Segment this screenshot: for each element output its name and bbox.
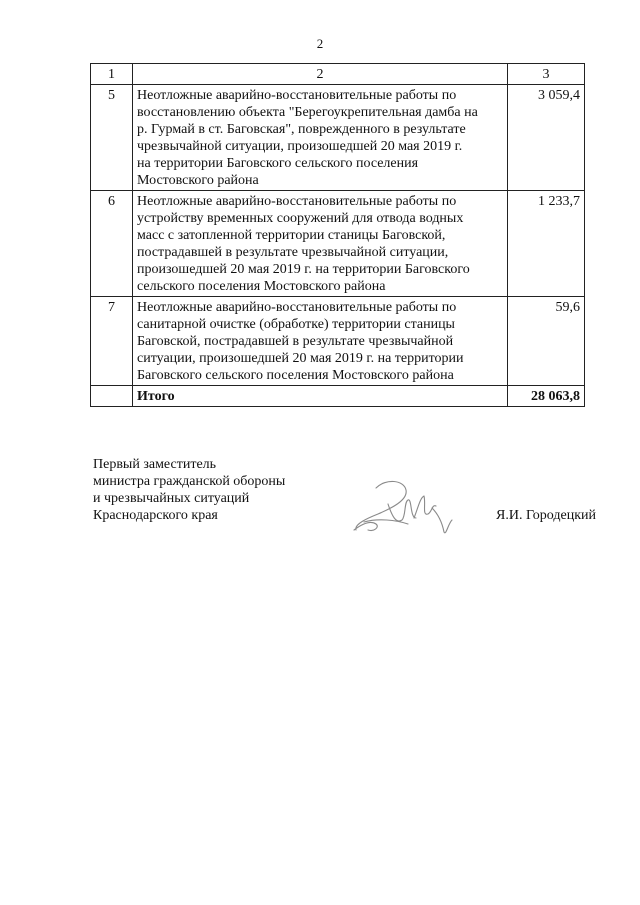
description-line: восстановлению объекта "Берегоукрепительная дамба на [137, 105, 478, 120]
row-number: 6 [91, 191, 133, 297]
page-number: 2 [316, 36, 324, 51]
column-number-1: 1 [91, 64, 133, 85]
signatory-name: Я.И. Городецкий [496, 508, 597, 523]
description-line: масс с затопленной территории станицы Баговской, [137, 228, 446, 243]
description-line: устройству временных сооружений для отвода водных [137, 211, 464, 226]
total-row [91, 386, 585, 407]
description-line: р. Гурмай в ст. Баговская", поврежденного в результате [137, 122, 466, 137]
row-number: 7 [91, 297, 133, 386]
table-header-row [91, 64, 585, 85]
signatory-title-line: и чрезвычайных ситуаций [93, 491, 250, 506]
total-empty-cell [91, 386, 133, 407]
description-line: на территории Баговского сельского поселения [137, 156, 419, 171]
description-line: произошедшей 20 мая 2019 г. на территории Баговского [137, 262, 470, 277]
description-line: ситуации, произошедшей 20 мая 2019 г. на территории [137, 351, 464, 366]
description-line: сельского поселения Мостовского района [137, 279, 386, 294]
description-line: Баговской, пострадавшей в результате чрезвычайной [137, 334, 454, 349]
works-table [90, 63, 585, 407]
total-amount: 28 063,8 [508, 386, 585, 407]
description-line: Неотложные аварийно-восстановительные работы по [137, 300, 457, 315]
total-label: Итого [133, 386, 508, 407]
description-line: Неотложные аварийно-восстановительные работы по [137, 194, 457, 209]
description-line: санитарной очистке (обработке) территории станицы [137, 317, 455, 332]
signatory-title-line: министра гражданской обороны [93, 474, 286, 489]
row-amount: 59,6 [508, 297, 585, 386]
row-description [133, 85, 508, 191]
description-line: пострадавшей в результате чрезвычайной ситуации, [137, 245, 449, 260]
signatory-title [93, 456, 285, 524]
description-line: Мостовского района [137, 173, 259, 188]
handwritten-signature-icon [348, 474, 460, 538]
column-number-2: 2 [133, 64, 508, 85]
row-number: 5 [91, 85, 133, 191]
signatory-title-line: Краснодарского края [93, 508, 218, 523]
row-amount: 1 233,7 [508, 191, 585, 297]
table-row [91, 85, 585, 191]
row-description [133, 297, 508, 386]
signatory-title-line: Первый заместитель [93, 457, 217, 472]
description-line: чрезвычайной ситуации, произошедшей 20 мая 2019 г. [137, 139, 463, 154]
description-line: Неотложные аварийно-восстановительные работы по [137, 88, 457, 103]
table-row [91, 191, 585, 297]
column-number-3: 3 [508, 64, 585, 85]
row-description [133, 191, 508, 297]
description-line: Баговского сельского поселения Мостовского района [137, 368, 454, 383]
row-amount: 3 059,4 [508, 85, 585, 191]
table-row [91, 297, 585, 386]
